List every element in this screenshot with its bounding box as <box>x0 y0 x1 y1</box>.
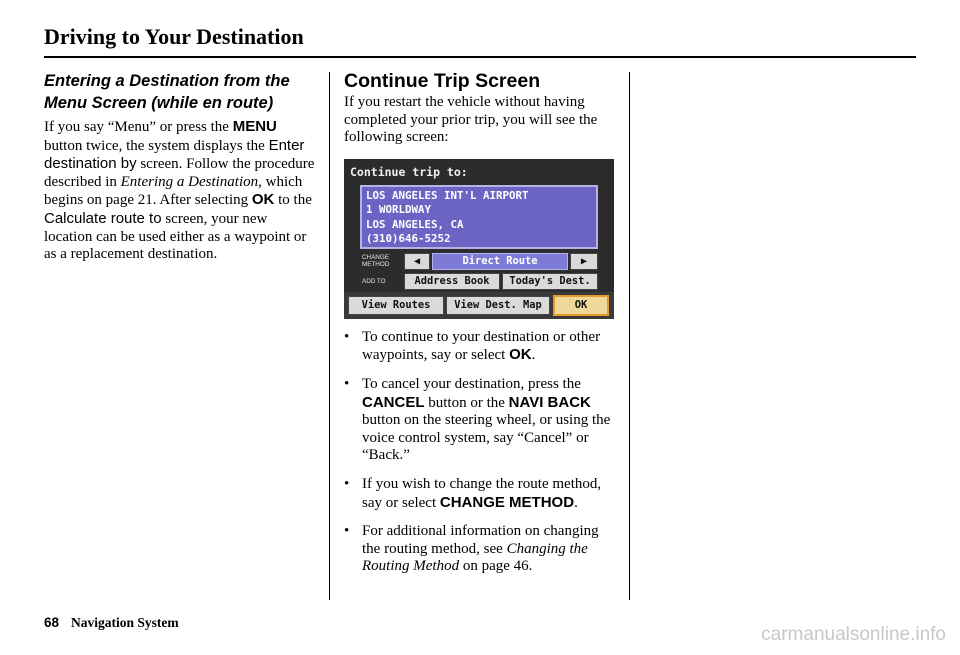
address-book-button[interactable]: Address Book <box>404 273 500 290</box>
page-footer <box>44 615 179 631</box>
address-line: 1 WORLDWAY <box>366 203 432 217</box>
bullet-dot: • <box>344 328 350 345</box>
menu-button-ref: MENU <box>232 118 277 135</box>
ok-ref: OK <box>251 191 275 209</box>
page-title: Driving to Your Destination <box>44 24 304 49</box>
column-divider-left <box>329 72 330 600</box>
change-method-label <box>362 254 389 268</box>
watermark: carmanualsonline.info <box>761 624 946 645</box>
left-body-paragraph <box>44 118 316 264</box>
add-to-label: ADD TO <box>362 277 386 285</box>
title-rule <box>44 56 916 58</box>
change-method-ref: CHANGE METHOD <box>439 493 575 511</box>
calculate-route-ref: Calculate route to <box>44 209 162 227</box>
bullet-dot: • <box>344 375 350 392</box>
address-panel <box>360 185 598 249</box>
address-line: LOS ANGELES INT'L AIRPORT <box>366 188 529 202</box>
heading-line-2: Menu Screen (while en route) <box>44 94 274 112</box>
view-routes-button[interactable]: View Routes <box>348 296 444 315</box>
ok-ref: OK <box>509 346 532 364</box>
continue-trip-screen <box>344 159 614 319</box>
enter-destination-ref: Enter destination by <box>44 136 305 173</box>
left-column <box>44 70 316 264</box>
text-run: For additional information on changing the routing method, see <box>362 523 599 557</box>
footer-section-name: Navigation System <box>71 615 179 630</box>
right-section-heading: Continue Trip Screen <box>344 70 541 92</box>
address-line: LOS ANGELES, CA <box>366 217 464 231</box>
bullet-dot: • <box>344 475 350 492</box>
text-run: If you say “Menu” or press the <box>44 119 233 135</box>
screen-title: Continue trip to: <box>350 164 468 179</box>
page-number: 68 <box>44 615 60 630</box>
list-item <box>344 523 618 576</box>
text-run: on page 46. <box>459 558 533 575</box>
text-run: . <box>574 494 578 511</box>
view-dest-map-button[interactable]: View Dest. Map <box>446 296 550 315</box>
routing-method-ref: Changing the Routing Method <box>362 540 588 575</box>
text-run: button twice, the system displays the <box>44 137 269 154</box>
direct-route-button[interactable]: Direct Route <box>432 253 568 270</box>
instruction-list <box>344 329 618 576</box>
route-next-button[interactable]: ▶ <box>570 253 598 270</box>
bullet-dot: • <box>344 523 350 540</box>
list-item <box>344 376 618 465</box>
text-run: If you wish to change the route method, say or select <box>362 475 602 511</box>
label-line: CHANGE <box>362 253 389 261</box>
list-item <box>344 476 618 512</box>
text-run: To cancel your destination, press the <box>362 375 581 392</box>
text-run: screen, your new location can be used either as a waypoint or as a replacement destination. <box>44 210 307 263</box>
entering-destination-ref: Entering a Destination <box>120 173 259 190</box>
right-intro-paragraph: If you restart the vehicle without having completed your prior trip, you will see the following screen: <box>344 94 598 146</box>
text-run: button on the steering wheel, or using the voice control system, say “Cancel” or “Back.” <box>362 412 611 464</box>
list-item <box>344 329 618 365</box>
text-run: . <box>531 347 536 364</box>
text-run: To continue to your destination or other waypoints, say or select <box>362 328 601 364</box>
text-run: screen. Follow the procedure described in <box>44 156 315 190</box>
heading-line-1: Entering a Destination from the <box>44 72 290 90</box>
right-column <box>344 70 618 587</box>
cancel-button-ref: CANCEL <box>362 393 425 411</box>
text-run: , which begins on page 21. After selecting <box>44 173 303 209</box>
text-run: button or the <box>424 394 509 411</box>
address-line: (310)646-5252 <box>366 232 451 246</box>
text-run: to the <box>274 192 312 209</box>
route-prev-button[interactable]: ◀ <box>404 253 430 270</box>
column-divider-right <box>629 72 630 600</box>
left-section-heading <box>44 70 316 114</box>
todays-destination-button[interactable]: Today's Dest. <box>502 273 598 290</box>
ok-button[interactable]: OK <box>553 295 609 316</box>
label-line: METHOD <box>362 260 390 268</box>
navi-back-button-ref: NAVI BACK <box>508 393 591 411</box>
